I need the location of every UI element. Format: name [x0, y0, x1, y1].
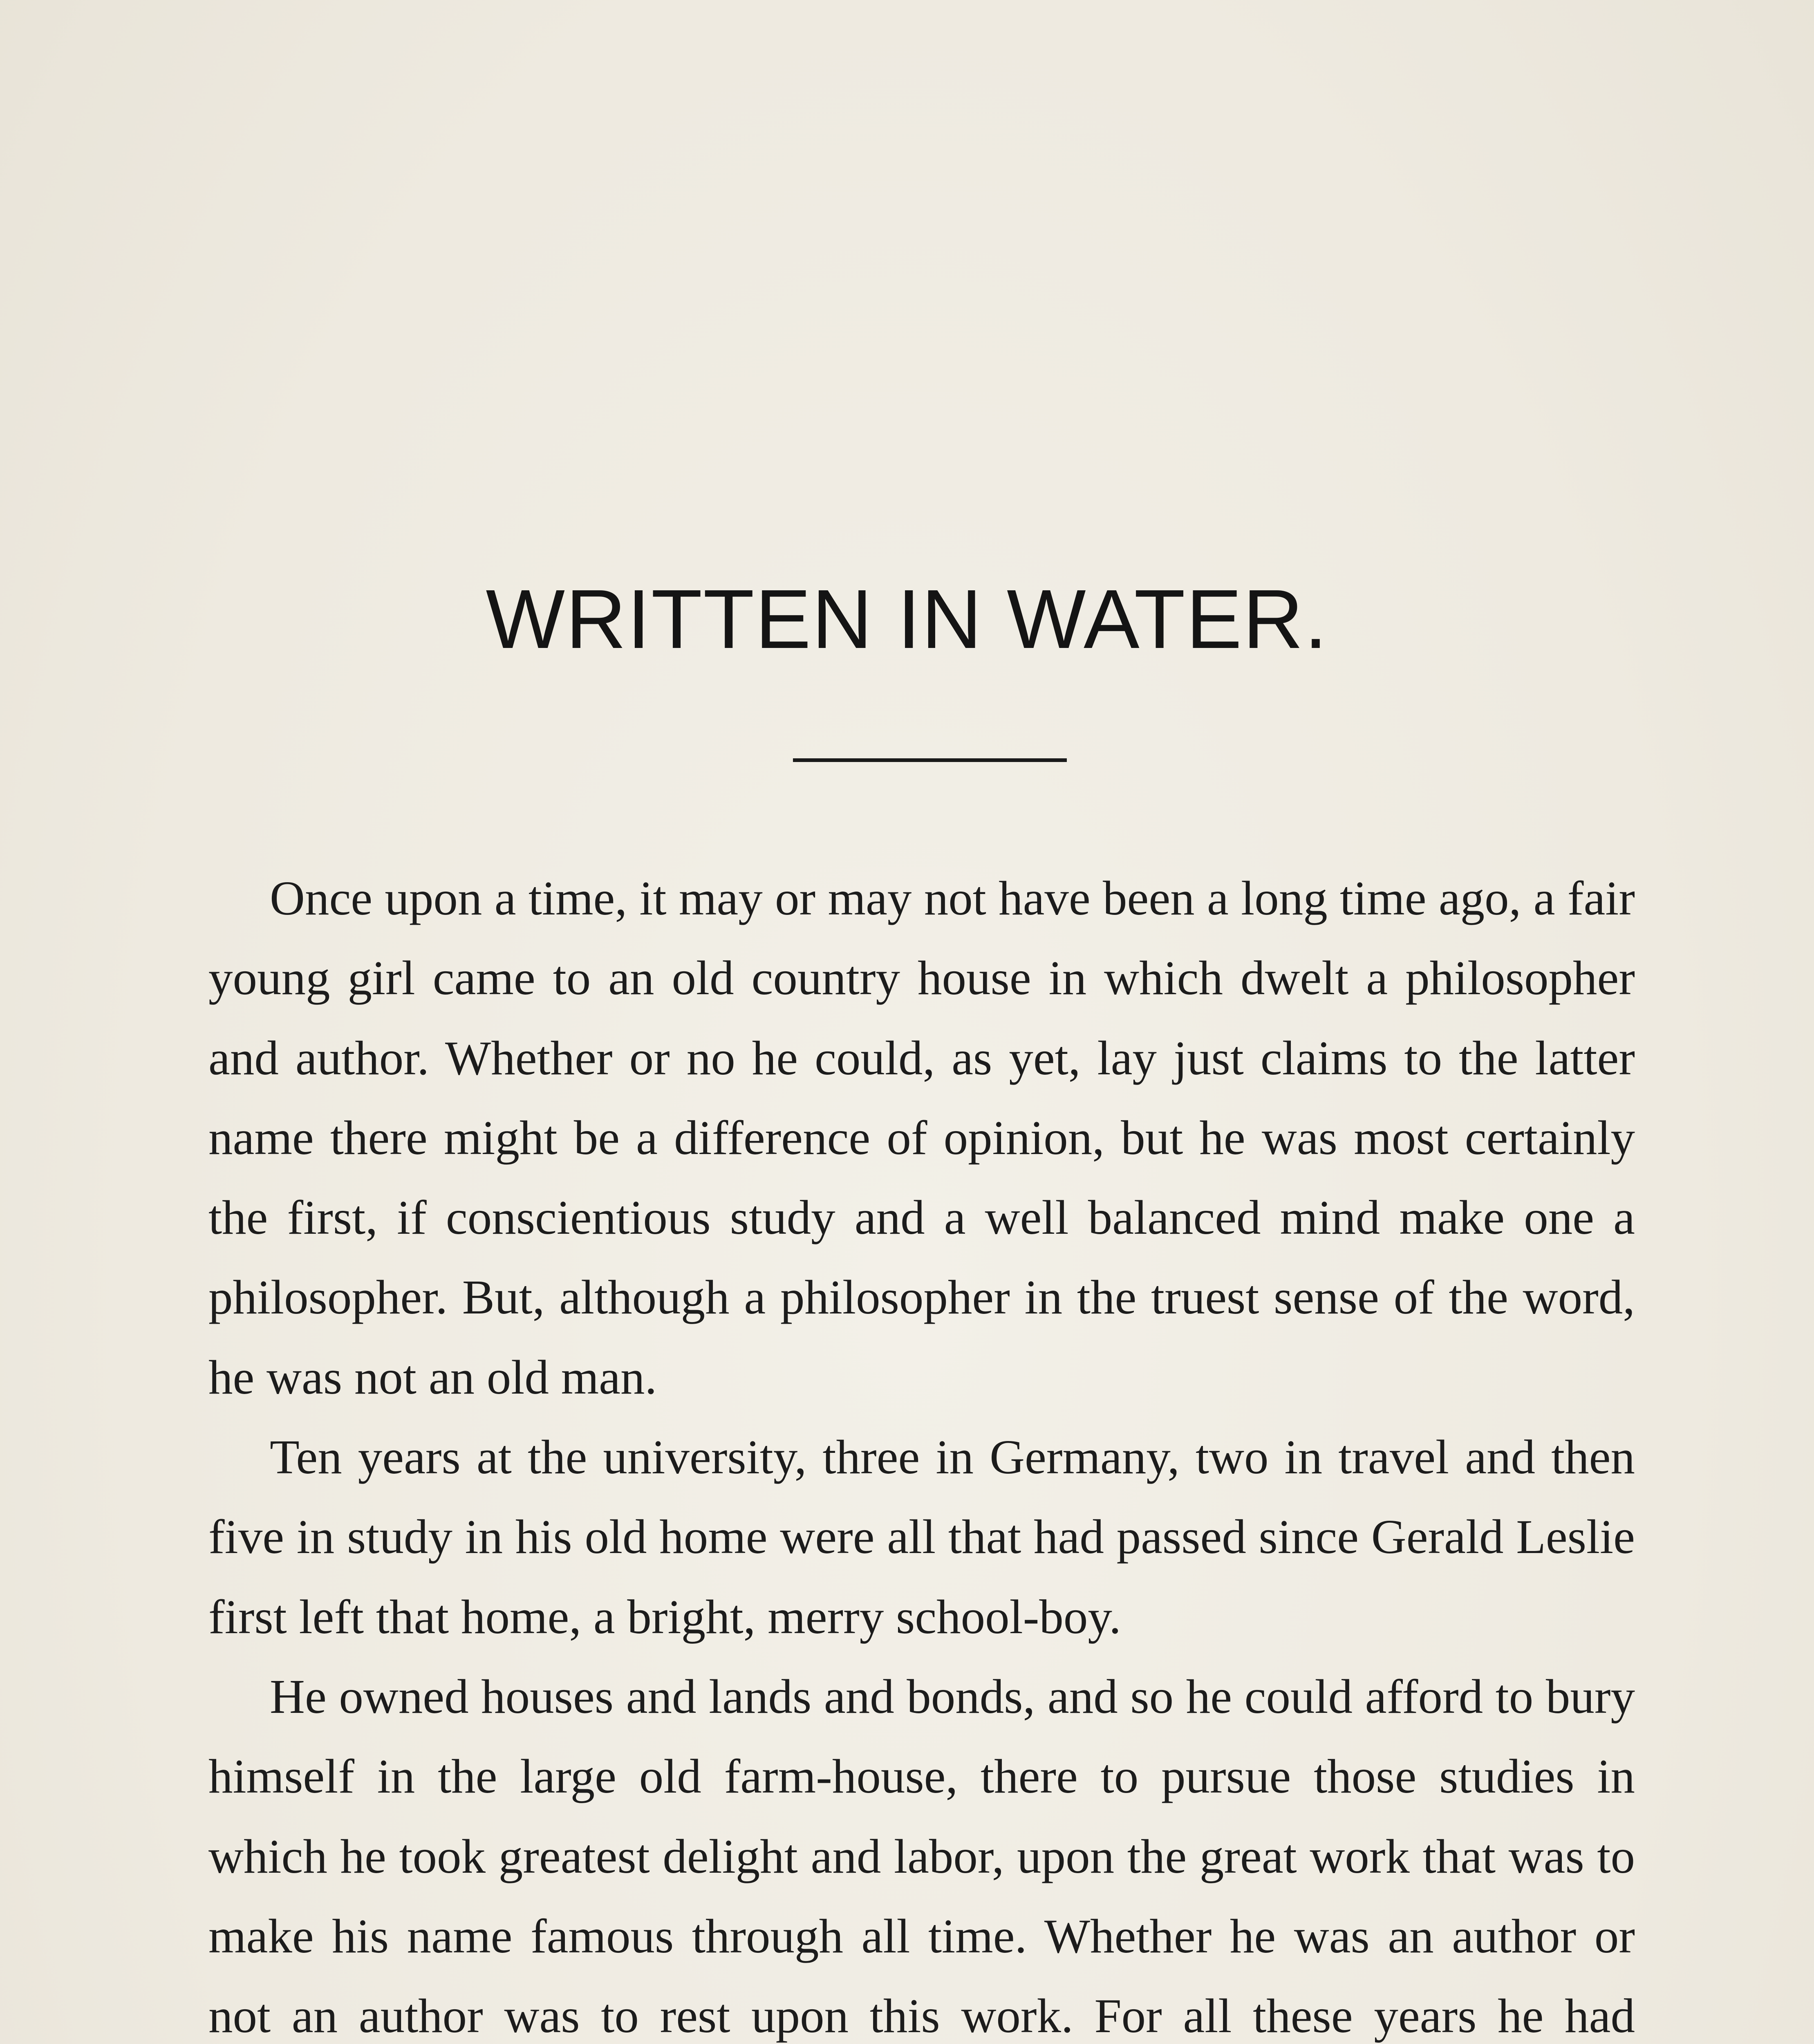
chapter-title: WRITTEN IN WATER.: [486, 572, 1328, 666]
body-text: [208, 858, 1635, 2044]
paragraph-2: Ten years at the university, three in Germany, two in travel and then five in study in his old home were all that had passed since Gerald Leslie first left that home, a bright, merry school-boy.: [208, 1430, 1635, 1644]
title-divider: [793, 758, 1067, 762]
paragraph-1: Once upon a time, it may or may not have been a long time ago, a fair young girl came to an old country house in which dwelt a philosopher and author. Whether or no he could, as yet, lay just claims to the latter name there might be a difference of opinion, but he was most certainly the first, if conscientious study and a well balanced mind make one a philosopher. But, although a philosopher in the truest sense of the word, he was not an old man.: [208, 871, 1635, 1404]
paragraph-3: He owned houses and lands and bonds, and so he could afford to bury himself in the large old farm-house, there to pursue those studies in which he took greatest delight and labor, upon the great work that was to make his name famous through all time. Whether he was an author or not an author was to rest upon this work. For all these years he had: [208, 1669, 1635, 2043]
